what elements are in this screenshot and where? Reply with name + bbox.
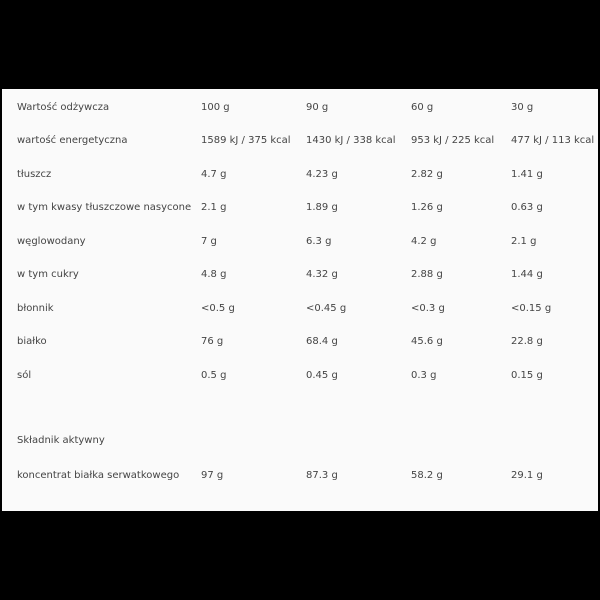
table-row bbox=[2, 198, 598, 218]
header-60g: 60 g bbox=[411, 102, 434, 113]
row-value-60g: <0.3 g bbox=[411, 303, 445, 314]
row-value-100g: <0.5 g bbox=[201, 303, 235, 314]
row-value-30g: 22.8 g bbox=[511, 336, 543, 347]
nutrition-panel bbox=[2, 89, 598, 511]
row-value-30g: 477 kJ / 113 kcal bbox=[511, 135, 595, 146]
header-label: Wartość odżywcza bbox=[17, 102, 110, 113]
row-value-30g: 2.1 g bbox=[511, 236, 537, 247]
row-value-60g: 4.2 g bbox=[411, 236, 437, 247]
header-90g: 90 g bbox=[306, 102, 329, 113]
header-30g: 30 g bbox=[511, 102, 534, 113]
row-value-90g: 0.45 g bbox=[306, 370, 338, 381]
row-value-90g: 4.23 g bbox=[306, 169, 338, 180]
row-label: błonnik bbox=[17, 303, 54, 314]
row-label: koncentrat białka serwatkowego bbox=[17, 470, 180, 481]
row-value-60g: 45.6 g bbox=[411, 336, 443, 347]
row-value-90g: 68.4 g bbox=[306, 336, 338, 347]
active-ingredient-title: Składnik aktywny bbox=[17, 435, 105, 446]
table-row bbox=[2, 466, 598, 486]
row-value-100g: 4.7 g bbox=[201, 169, 227, 180]
table-row bbox=[2, 366, 598, 386]
row-label: w tym cukry bbox=[17, 269, 79, 280]
row-value-100g: 0.5 g bbox=[201, 370, 227, 381]
row-value-100g: 7 g bbox=[201, 236, 217, 247]
row-value-100g: 97 g bbox=[201, 470, 224, 481]
row-value-60g: 0.3 g bbox=[411, 370, 437, 381]
row-label: w tym kwasy tłuszczowe nasycone bbox=[17, 202, 192, 213]
row-label: tłuszcz bbox=[17, 169, 52, 180]
table-row bbox=[2, 299, 598, 319]
row-value-100g: 2.1 g bbox=[201, 202, 227, 213]
row-value-30g: 1.41 g bbox=[511, 169, 543, 180]
row-value-100g: 1589 kJ / 375 kcal bbox=[201, 135, 291, 146]
row-value-100g: 76 g bbox=[201, 336, 224, 347]
row-label: węglowodany bbox=[17, 236, 86, 247]
row-value-90g: 87.3 g bbox=[306, 470, 338, 481]
row-value-30g: 1.44 g bbox=[511, 269, 543, 280]
row-value-60g: 1.26 g bbox=[411, 202, 443, 213]
row-value-90g: 4.32 g bbox=[306, 269, 338, 280]
row-value-90g: <0.45 g bbox=[306, 303, 347, 314]
row-label: białko bbox=[17, 336, 47, 347]
row-value-60g: 58.2 g bbox=[411, 470, 443, 481]
table-row bbox=[2, 232, 598, 252]
row-value-60g: 953 kJ / 225 kcal bbox=[411, 135, 495, 146]
table-row bbox=[2, 265, 598, 285]
table-header-row bbox=[2, 98, 598, 118]
row-label: wartość energetyczna bbox=[17, 135, 128, 146]
row-value-30g: 0.63 g bbox=[511, 202, 543, 213]
row-value-90g: 6.3 g bbox=[306, 236, 332, 247]
row-value-90g: 1430 kJ / 338 kcal bbox=[306, 135, 396, 146]
table-row bbox=[2, 131, 598, 151]
row-value-60g: 2.88 g bbox=[411, 269, 443, 280]
row-value-30g: <0.15 g bbox=[511, 303, 552, 314]
row-label: sól bbox=[17, 370, 32, 381]
row-value-60g: 2.82 g bbox=[411, 169, 443, 180]
row-value-100g: 4.8 g bbox=[201, 269, 227, 280]
table-row bbox=[2, 332, 598, 352]
row-value-90g: 1.89 g bbox=[306, 202, 338, 213]
row-value-30g: 29.1 g bbox=[511, 470, 543, 481]
header-100g: 100 g bbox=[201, 102, 230, 113]
row-value-30g: 0.15 g bbox=[511, 370, 543, 381]
table-row bbox=[2, 165, 598, 185]
